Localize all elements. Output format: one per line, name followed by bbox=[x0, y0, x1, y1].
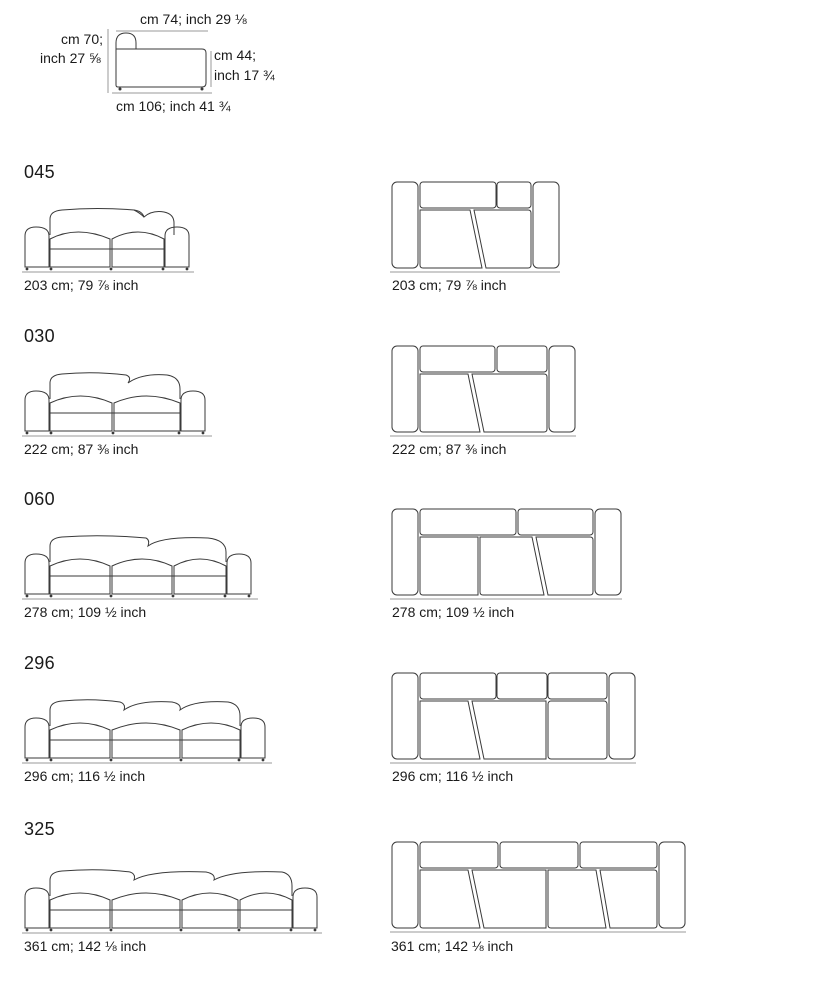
right-arm bbox=[595, 509, 621, 595]
left-arm bbox=[25, 227, 49, 267]
sofa-code: 030 bbox=[24, 326, 55, 346]
module-leg bbox=[119, 88, 122, 91]
leg bbox=[180, 759, 183, 762]
back-cushion bbox=[580, 842, 657, 868]
sofa-code: 045 bbox=[24, 162, 55, 182]
leg bbox=[178, 432, 181, 435]
module-seat-label-cm: cm 44; bbox=[214, 47, 257, 63]
left-arm bbox=[25, 888, 49, 928]
leg bbox=[50, 268, 53, 271]
back-cushion bbox=[497, 346, 547, 372]
leg bbox=[50, 432, 53, 435]
top-view-dimensions: 203 cm; 79 ⅞ inch bbox=[392, 277, 507, 293]
leg bbox=[262, 759, 265, 762]
seat-cushion bbox=[536, 537, 593, 595]
seat-cushion bbox=[472, 701, 546, 759]
back-cushion bbox=[497, 673, 547, 699]
right-arm bbox=[293, 888, 317, 928]
leg bbox=[110, 268, 113, 271]
leg bbox=[26, 759, 29, 762]
leg bbox=[110, 595, 113, 598]
leg bbox=[238, 759, 241, 762]
back-cushion bbox=[50, 870, 292, 896]
seat-cushion bbox=[474, 210, 531, 268]
sofa-code: 060 bbox=[24, 489, 55, 509]
leg bbox=[26, 432, 29, 435]
sofa-front-view bbox=[22, 205, 194, 275]
leg bbox=[50, 595, 53, 598]
left-arm bbox=[392, 182, 418, 268]
module-leg bbox=[201, 88, 204, 91]
leg bbox=[290, 929, 293, 932]
module-seat bbox=[116, 49, 206, 87]
back-cushion bbox=[548, 673, 607, 699]
leg bbox=[110, 929, 113, 932]
leg bbox=[110, 759, 113, 762]
left-arm bbox=[25, 554, 49, 594]
back-cushion bbox=[420, 842, 498, 868]
module-side-drawing bbox=[100, 25, 220, 100]
right-arm bbox=[659, 842, 685, 928]
left-arm bbox=[25, 718, 49, 758]
front-view-dimensions: 296 cm; 116 ½ inch bbox=[24, 768, 146, 784]
leg bbox=[202, 432, 205, 435]
seat-cushion bbox=[420, 870, 480, 928]
sofa-code: 296 bbox=[24, 653, 55, 673]
front-view-dimensions: 203 cm; 79 ⅞ inch bbox=[24, 277, 139, 293]
leg bbox=[162, 268, 165, 271]
right-arm bbox=[609, 673, 635, 759]
right-arm bbox=[241, 718, 265, 758]
seat-cushion bbox=[472, 870, 546, 928]
sofa-code: 325 bbox=[24, 819, 55, 839]
right-arm bbox=[165, 227, 189, 267]
back-cushion bbox=[500, 842, 578, 868]
seat-cushion bbox=[480, 537, 544, 595]
leg bbox=[172, 595, 175, 598]
top-view-dimensions: 222 cm; 87 ⅜ inch bbox=[392, 441, 507, 457]
sofa-top-view bbox=[390, 344, 580, 439]
seat-cushion bbox=[472, 374, 547, 432]
left-arm bbox=[392, 673, 418, 759]
leg bbox=[180, 929, 183, 932]
front-view-dimensions: 222 cm; 87 ⅜ inch bbox=[24, 441, 139, 457]
back-cushion bbox=[518, 509, 593, 535]
top-view-dimensions: 296 cm; 116 ½ inch bbox=[392, 768, 514, 784]
sofa-front-view bbox=[22, 696, 272, 766]
leg bbox=[26, 268, 29, 271]
left-arm bbox=[392, 842, 418, 928]
leg bbox=[314, 929, 317, 932]
seat-cushion bbox=[548, 870, 606, 928]
sofa-top-view bbox=[390, 840, 690, 936]
module-width-label: cm 74; inch 29 ⅛ bbox=[140, 11, 247, 27]
right-arm bbox=[549, 346, 575, 432]
seat-cushion bbox=[420, 210, 482, 268]
leg bbox=[112, 432, 115, 435]
back-cushion bbox=[50, 209, 174, 236]
left-arm bbox=[25, 391, 49, 431]
back-cushion bbox=[420, 673, 496, 699]
back-cushion bbox=[420, 182, 496, 208]
module-height-label-inch: inch 27 ⅝ bbox=[40, 50, 101, 66]
seat-cushion bbox=[420, 701, 480, 759]
module-depth-label: cm 106; inch 41 ¾ bbox=[116, 98, 231, 114]
back-cushion bbox=[50, 373, 180, 399]
sofa-top-view bbox=[390, 671, 640, 766]
seat-cushion bbox=[600, 870, 657, 928]
top-view-dimensions: 278 cm; 109 ½ inch bbox=[392, 604, 515, 620]
leg bbox=[224, 595, 227, 598]
back-cushion bbox=[420, 509, 516, 535]
seat-cushion bbox=[420, 537, 478, 595]
leg bbox=[248, 595, 251, 598]
sofa-top-view bbox=[390, 180, 562, 275]
sofa-top-view bbox=[390, 507, 626, 602]
right-arm bbox=[181, 391, 205, 431]
seat-cushion bbox=[548, 701, 607, 759]
leg bbox=[26, 595, 29, 598]
sofa-front-view bbox=[22, 866, 322, 936]
right-arm bbox=[227, 554, 251, 594]
module-height-label-cm: cm 70; bbox=[61, 31, 104, 47]
front-view-dimensions: 361 cm; 142 ⅛ inch bbox=[24, 938, 147, 954]
sofa-front-view bbox=[22, 369, 212, 439]
module-backrest bbox=[116, 33, 136, 85]
leg bbox=[238, 929, 241, 932]
left-arm bbox=[392, 346, 418, 432]
leg bbox=[26, 929, 29, 932]
seat-cushion bbox=[420, 374, 480, 432]
left-arm bbox=[392, 509, 418, 595]
leg bbox=[50, 929, 53, 932]
sofa-front-view bbox=[22, 532, 258, 602]
right-arm bbox=[533, 182, 559, 268]
back-cushion bbox=[497, 182, 531, 208]
back-cushion bbox=[50, 700, 240, 726]
back-cushion bbox=[50, 536, 226, 562]
front-view-dimensions: 278 cm; 109 ½ inch bbox=[24, 604, 147, 620]
back-cushion bbox=[420, 346, 495, 372]
module-seat-label-inch: inch 17 ¾ bbox=[214, 67, 275, 83]
leg bbox=[186, 268, 189, 271]
leg bbox=[50, 759, 53, 762]
top-view-dimensions: 361 cm; 142 ⅛ inch bbox=[391, 938, 514, 954]
